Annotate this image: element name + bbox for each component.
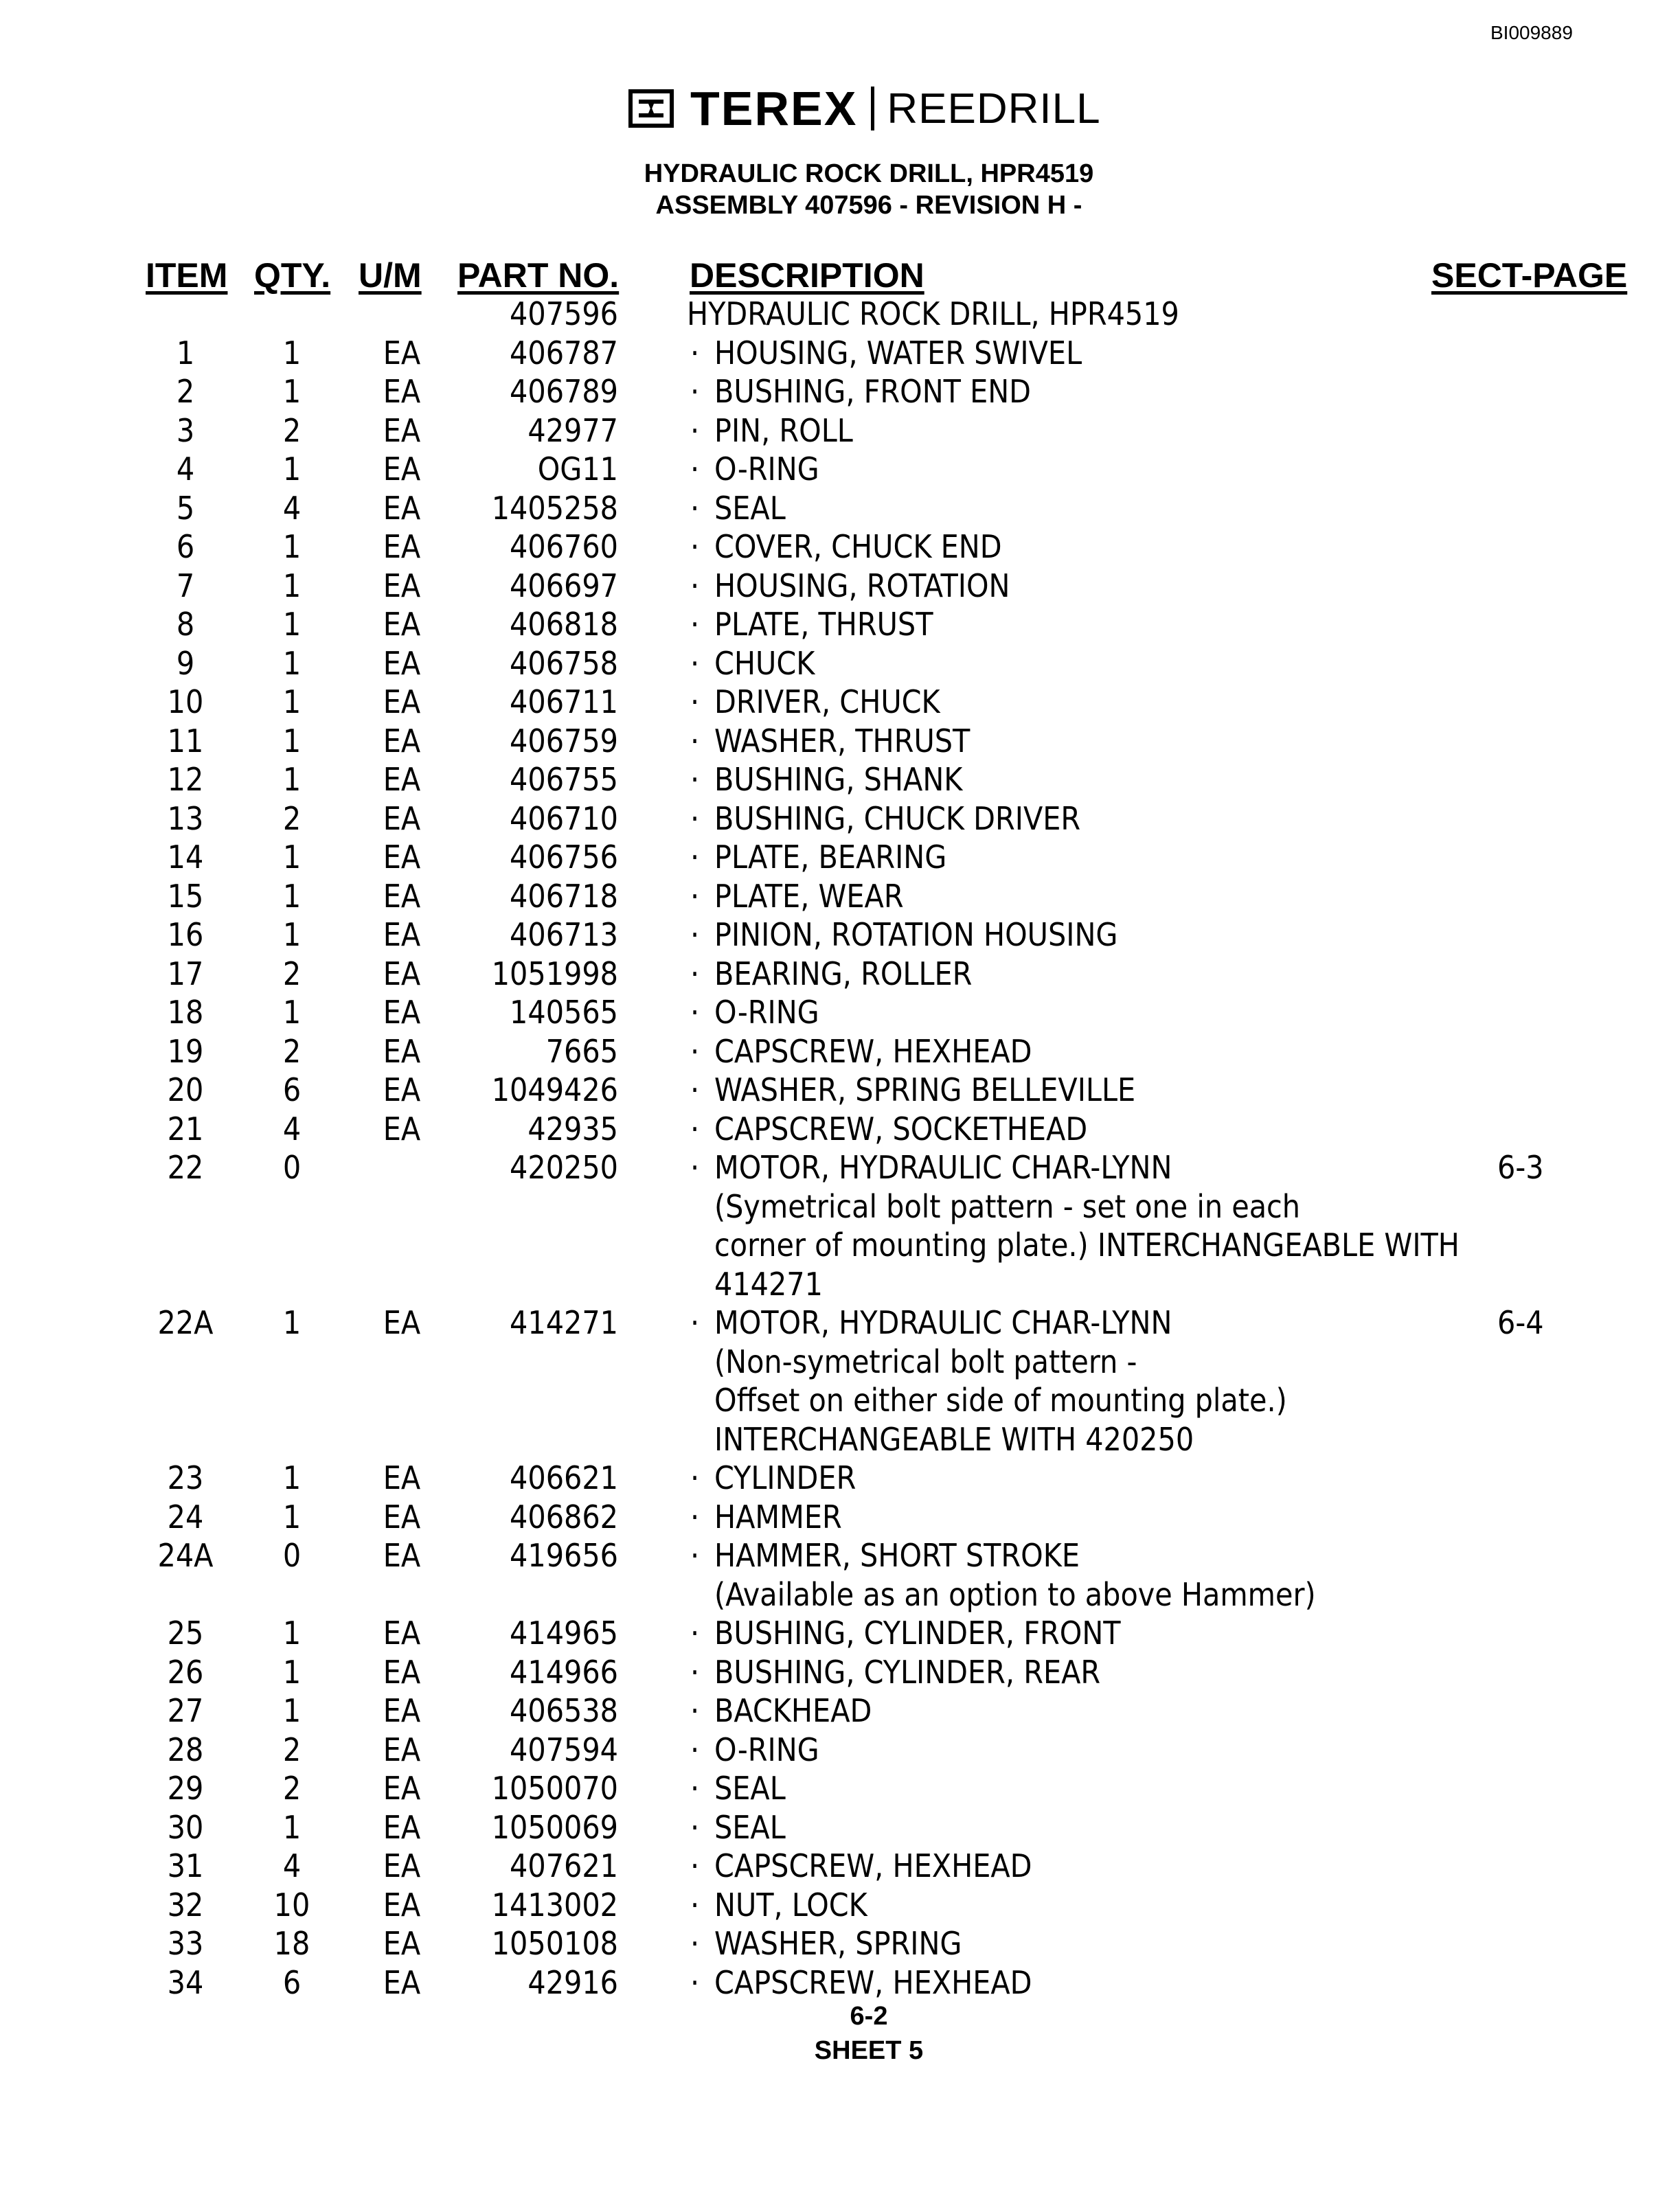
unit-of-measure: EA: [383, 1032, 421, 1070]
part-number: 414966: [510, 1653, 618, 1691]
part-number: 1049426: [491, 1071, 618, 1108]
quantity: 0: [282, 1537, 302, 1574]
part-number: 406759: [510, 722, 618, 760]
description: HAMMER: [714, 1498, 842, 1536]
description: O-RING: [714, 1731, 819, 1768]
part-number: 406760: [510, 528, 618, 565]
unit-of-measure: EA: [383, 334, 421, 372]
quantity: 1: [282, 1692, 302, 1729]
bullet-icon: ·: [690, 528, 700, 565]
description: O-RING: [714, 450, 819, 488]
unit-of-measure: EA: [383, 761, 421, 798]
part-number: 42935: [527, 1110, 618, 1148]
description: PLATE, BEARING: [714, 839, 947, 876]
brand-name: TEREX: [690, 82, 858, 135]
part-number: 406713: [510, 916, 618, 953]
table-row: [0, 1498, 1680, 1538]
unit-of-measure: EA: [383, 1692, 421, 1729]
table-row: [0, 1692, 1680, 1731]
item-number: 24A: [157, 1537, 214, 1574]
unit-of-measure: EA: [383, 1808, 421, 1846]
description: HOUSING, ROTATION: [714, 567, 1010, 604]
item-number: 28: [167, 1731, 204, 1768]
table-row: [0, 955, 1680, 994]
unit-of-measure: EA: [383, 1071, 421, 1108]
item-number: 6: [176, 528, 195, 565]
part-number: 406718: [510, 877, 618, 915]
table-row: [0, 1925, 1680, 1964]
sect-page: 6-3: [1497, 1149, 1544, 1186]
unit-of-measure: EA: [383, 606, 421, 643]
description: WASHER, SPRING BELLEVILLE: [714, 1071, 1136, 1108]
terex-logo-icon: [628, 89, 674, 128]
description: SEAL: [714, 1770, 786, 1807]
part-number: 414965: [510, 1615, 618, 1652]
unit-of-measure: EA: [383, 1615, 421, 1652]
page-number: 6-2: [850, 2002, 888, 2031]
parts-list: [0, 295, 1680, 2003]
item-number: 10: [167, 683, 204, 720]
header-description: DESCRIPTION: [690, 256, 924, 295]
description: BUSHING, FRONT END: [714, 373, 1032, 410]
item-number: 30: [167, 1808, 204, 1846]
description: CYLINDER: [714, 1459, 856, 1496]
bullet-icon: ·: [690, 1692, 700, 1729]
bullet-icon: ·: [690, 955, 700, 992]
unit-of-measure: EA: [383, 1459, 421, 1496]
item-number: 22: [167, 1149, 204, 1186]
bullet-icon: ·: [690, 1032, 700, 1070]
part-number: OG11: [537, 450, 618, 488]
part-number: 406862: [510, 1498, 618, 1536]
table-row: [0, 373, 1680, 412]
description: MOTOR, HYDRAULIC CHAR-LYNN: [714, 1304, 1172, 1341]
bullet-icon: ·: [690, 722, 700, 760]
part-number: 140565: [510, 994, 618, 1031]
description: BEARING, ROLLER: [714, 955, 973, 992]
unit-of-measure: EA: [383, 799, 421, 837]
description: BACKHEAD: [714, 1692, 872, 1729]
description: COVER, CHUCK END: [714, 528, 1002, 565]
table-row: [0, 334, 1680, 374]
bullet-icon: ·: [690, 1615, 700, 1652]
description: PIN, ROLL: [714, 411, 853, 449]
header-sect-page: SECT-PAGE: [1431, 256, 1628, 295]
unit-of-measure: EA: [383, 1925, 421, 1962]
description-continuation-row: [0, 1227, 1680, 1266]
item-number: 16: [167, 916, 204, 953]
unit-of-measure: EA: [383, 1304, 421, 1341]
part-number: 406711: [510, 683, 618, 720]
bullet-icon: ·: [690, 799, 700, 837]
quantity: 4: [282, 1110, 302, 1148]
table-row: [0, 1149, 1680, 1188]
description-continuation-row: [0, 1343, 1680, 1382]
table-row: [0, 528, 1680, 567]
unit-of-measure: EA: [383, 373, 421, 410]
bullet-icon: ·: [690, 683, 700, 720]
item-number: 34: [167, 1963, 204, 2001]
part-number: 42916: [527, 1963, 618, 2001]
description: SEAL: [714, 1808, 786, 1846]
description: 414271: [714, 1265, 823, 1303]
quantity: 1: [282, 761, 302, 798]
item-number: 29: [167, 1770, 204, 1807]
quantity: 1: [282, 334, 302, 372]
brand-subname: REEDRILL: [887, 84, 1101, 133]
assembly-title: ASSEMBLY 407596 - REVISION H -: [655, 191, 1082, 220]
table-row: [0, 839, 1680, 878]
part-number: 406818: [510, 606, 618, 643]
header-um: U/M: [359, 256, 422, 295]
bullet-icon: ·: [690, 334, 700, 372]
description-continuation-row: [0, 1188, 1680, 1227]
part-number: 406697: [510, 567, 618, 604]
quantity: 1: [282, 373, 302, 410]
description: (Symetrical bolt pattern - set one in each: [714, 1187, 1301, 1225]
quantity: 2: [282, 1770, 302, 1807]
brand-header: [628, 81, 1101, 136]
quantity: 4: [282, 1847, 302, 1884]
quantity: 1: [282, 1498, 302, 1536]
description: CAPSCREW, HEXHEAD: [714, 1847, 1032, 1884]
part-number: 1051998: [491, 955, 618, 992]
unit-of-measure: EA: [383, 567, 421, 604]
bullet-icon: ·: [690, 411, 700, 449]
description: CAPSCREW, HEXHEAD: [714, 1032, 1032, 1070]
description-continuation-row: [0, 1382, 1680, 1421]
bullet-icon: ·: [690, 450, 700, 488]
part-number: 406710: [510, 799, 618, 837]
item-number: 31: [167, 1847, 204, 1884]
quantity: 1: [282, 606, 302, 643]
description: BUSHING, SHANK: [714, 761, 963, 798]
unit-of-measure: EA: [383, 1537, 421, 1574]
quantity: 2: [282, 411, 302, 449]
sheet-number: SHEET 5: [814, 2036, 924, 2065]
table-row: [0, 1537, 1680, 1576]
table-row: [0, 1071, 1680, 1110]
table-row: [0, 722, 1680, 762]
item-number: 8: [176, 606, 195, 643]
description: PINION, ROTATION HOUSING: [714, 916, 1118, 953]
description: CAPSCREW, SOCKETHEAD: [714, 1110, 1088, 1148]
bullet-icon: ·: [690, 839, 700, 876]
quantity: 1: [282, 839, 302, 876]
unit-of-measure: EA: [383, 489, 421, 527]
description: Offset on either side of mounting plate.): [714, 1382, 1287, 1419]
description: WASHER, SPRING: [714, 1925, 962, 1962]
item-number: 14: [167, 839, 204, 876]
part-number: 1405258: [491, 489, 618, 527]
part-number: 406789: [510, 373, 618, 410]
item-number: 12: [167, 761, 204, 798]
table-row: [0, 1964, 1680, 2003]
header-item: ITEM: [146, 256, 228, 295]
assembly-part-no: 407596: [510, 295, 618, 332]
bullet-icon: ·: [690, 877, 700, 915]
bullet-icon: ·: [690, 567, 700, 604]
part-number: 1050069: [491, 1808, 618, 1846]
part-number: 1413002: [491, 1886, 618, 1924]
header-part-no: PART NO.: [457, 256, 620, 295]
table-row: [0, 1615, 1680, 1654]
table-row: [0, 1459, 1680, 1498]
bullet-icon: ·: [690, 1886, 700, 1924]
part-number: 42977: [527, 411, 618, 449]
table-row: [0, 1770, 1680, 1809]
item-number: 7: [176, 567, 195, 604]
bullet-icon: ·: [690, 916, 700, 953]
unit-of-measure: EA: [383, 994, 421, 1031]
description-continuation-row: [0, 1576, 1680, 1615]
bullet-icon: ·: [690, 1304, 700, 1341]
item-number: 2: [176, 373, 195, 410]
part-number: 7665: [545, 1032, 618, 1070]
part-number: 406756: [510, 839, 618, 876]
bullet-icon: ·: [690, 1110, 700, 1148]
item-number: 23: [167, 1459, 204, 1496]
description: BUSHING, CHUCK DRIVER: [714, 799, 1081, 837]
part-number: 406758: [510, 644, 618, 682]
quantity: 1: [282, 916, 302, 953]
table-row: [0, 1847, 1680, 1886]
unit-of-measure: EA: [383, 839, 421, 876]
item-number: 20: [167, 1071, 204, 1108]
bullet-icon: ·: [690, 1847, 700, 1884]
quantity: 2: [282, 1032, 302, 1070]
bullet-icon: ·: [690, 373, 700, 410]
unit-of-measure: EA: [383, 450, 421, 488]
unit-of-measure: EA: [383, 1847, 421, 1884]
description: corner of mounting plate.) INTERCHANGEABLE WITH: [714, 1227, 1460, 1264]
quantity: 1: [282, 450, 302, 488]
quantity: 1: [282, 1459, 302, 1496]
bullet-icon: ·: [690, 994, 700, 1031]
quantity: 10: [273, 1886, 310, 1924]
item-number: 19: [167, 1032, 204, 1070]
assembly-row: [0, 295, 1680, 334]
item-number: 27: [167, 1692, 204, 1729]
sect-page: 6-4: [1497, 1304, 1544, 1341]
part-number: 419656: [510, 1537, 618, 1574]
bullet-icon: ·: [690, 1963, 700, 2001]
table-row: [0, 1304, 1680, 1343]
unit-of-measure: EA: [383, 411, 421, 449]
description: (Non-symetrical bolt pattern -: [714, 1343, 1137, 1380]
item-number: 18: [167, 994, 204, 1031]
description: CHUCK: [714, 644, 815, 682]
part-number: 406621: [510, 1459, 618, 1496]
table-row: [0, 1886, 1680, 1926]
part-number: 406755: [510, 761, 618, 798]
description: SEAL: [714, 489, 786, 527]
bullet-icon: ·: [690, 1731, 700, 1768]
description: INTERCHANGEABLE WITH 420250: [714, 1420, 1194, 1458]
part-number: 1050070: [491, 1770, 618, 1807]
bullet-icon: ·: [690, 1770, 700, 1807]
description-continuation-row: [0, 1421, 1680, 1460]
description: HOUSING, WATER SWIVEL: [714, 334, 1082, 372]
quantity: 18: [273, 1925, 310, 1962]
description: WASHER, THRUST: [714, 722, 970, 760]
item-number: 9: [176, 644, 195, 682]
table-row: [0, 1110, 1680, 1150]
bullet-icon: ·: [690, 1653, 700, 1691]
description: PLATE, THRUST: [714, 606, 933, 643]
unit-of-measure: EA: [383, 877, 421, 915]
bullet-icon: ·: [690, 644, 700, 682]
bullet-icon: ·: [690, 1537, 700, 1574]
unit-of-measure: EA: [383, 1653, 421, 1691]
part-number: 1050108: [491, 1925, 618, 1962]
item-number: 13: [167, 799, 204, 837]
item-number: 21: [167, 1110, 204, 1148]
quantity: 1: [282, 1615, 302, 1652]
unit-of-measure: EA: [383, 955, 421, 992]
quantity: 1: [282, 567, 302, 604]
table-row: [0, 994, 1680, 1033]
quantity: 0: [282, 1149, 302, 1186]
unit-of-measure: EA: [383, 1731, 421, 1768]
quantity: 6: [282, 1071, 302, 1108]
unit-of-measure: EA: [383, 1770, 421, 1807]
bullet-icon: ·: [690, 606, 700, 643]
description: NUT, LOCK: [714, 1886, 867, 1924]
table-row: [0, 490, 1680, 529]
unit-of-measure: EA: [383, 1110, 421, 1148]
unit-of-measure: EA: [383, 644, 421, 682]
item-number: 25: [167, 1615, 204, 1652]
quantity: 1: [282, 1304, 302, 1341]
bullet-icon: ·: [690, 761, 700, 798]
item-number: 1: [176, 334, 195, 372]
quantity: 1: [282, 1653, 302, 1691]
quantity: 1: [282, 994, 302, 1031]
part-number: 407621: [510, 1847, 618, 1884]
item-number: 15: [167, 877, 204, 915]
table-row: [0, 567, 1680, 606]
description: BUSHING, CYLINDER, FRONT: [714, 1615, 1121, 1652]
table-row: [0, 878, 1680, 917]
bullet-icon: ·: [690, 1808, 700, 1846]
unit-of-measure: EA: [383, 1498, 421, 1536]
quantity: 1: [282, 644, 302, 682]
item-number: 26: [167, 1653, 204, 1691]
table-row: [0, 450, 1680, 490]
bullet-icon: ·: [690, 1498, 700, 1536]
table-row: [0, 1809, 1680, 1848]
quantity: 1: [282, 528, 302, 565]
quantity: 2: [282, 799, 302, 837]
bullet-icon: ·: [690, 1459, 700, 1496]
description: DRIVER, CHUCK: [714, 683, 940, 720]
table-row: [0, 1731, 1680, 1770]
unit-of-measure: EA: [383, 1886, 421, 1924]
item-number: 22A: [157, 1304, 214, 1341]
quantity: 4: [282, 489, 302, 527]
document-id: BI009889: [1490, 22, 1573, 43]
unit-of-measure: EA: [383, 683, 421, 720]
item-number: 33: [167, 1925, 204, 1962]
description: BUSHING, CYLINDER, REAR: [714, 1653, 1101, 1691]
table-row: [0, 1033, 1680, 1072]
part-number: 406787: [510, 334, 618, 372]
brand-divider: [871, 87, 874, 130]
description: PLATE, WEAR: [714, 877, 904, 915]
part-number: 414271: [510, 1304, 618, 1341]
quantity: 1: [282, 683, 302, 720]
item-number: 4: [176, 450, 195, 488]
item-number: 32: [167, 1886, 204, 1924]
table-row: [0, 916, 1680, 955]
table-row: [0, 761, 1680, 800]
document-title: HYDRAULIC ROCK DRILL, HPR4519: [644, 159, 1094, 188]
table-row: [0, 645, 1680, 684]
table-row: [0, 683, 1680, 722]
bullet-icon: ·: [690, 1925, 700, 1962]
table-row: [0, 800, 1680, 839]
unit-of-measure: EA: [383, 722, 421, 760]
assembly-description: HYDRAULIC ROCK DRILL, HPR4519: [687, 295, 1179, 332]
quantity: 6: [282, 1963, 302, 2001]
item-number: 3: [176, 411, 195, 449]
description: CAPSCREW, HEXHEAD: [714, 1963, 1032, 2001]
table-row: [0, 412, 1680, 451]
description: O-RING: [714, 994, 819, 1031]
part-number: 406538: [510, 1692, 618, 1729]
unit-of-measure: EA: [383, 528, 421, 565]
unit-of-measure: EA: [383, 916, 421, 953]
quantity: 1: [282, 877, 302, 915]
item-number: 5: [176, 489, 195, 527]
quantity: 1: [282, 722, 302, 760]
item-number: 11: [167, 722, 204, 760]
header-qty: QTY.: [254, 256, 331, 295]
description: MOTOR, HYDRAULIC CHAR-LYNN: [714, 1149, 1172, 1186]
item-number: 24: [167, 1498, 204, 1536]
unit-of-measure: EA: [383, 1963, 421, 2001]
bullet-icon: ·: [690, 1071, 700, 1108]
table-row: [0, 606, 1680, 645]
table-row: [0, 1654, 1680, 1693]
part-number: 407594: [510, 1731, 618, 1768]
bullet-icon: ·: [690, 489, 700, 527]
description: HAMMER, SHORT STROKE: [714, 1537, 1080, 1574]
item-number: 17: [167, 955, 204, 992]
bullet-icon: ·: [690, 1149, 700, 1186]
quantity: 1: [282, 1808, 302, 1846]
part-number: 420250: [510, 1149, 618, 1186]
description-continuation-row: [0, 1266, 1680, 1305]
quantity: 2: [282, 955, 302, 992]
description: (Available as an option to above Hammer): [714, 1575, 1316, 1613]
quantity: 2: [282, 1731, 302, 1768]
